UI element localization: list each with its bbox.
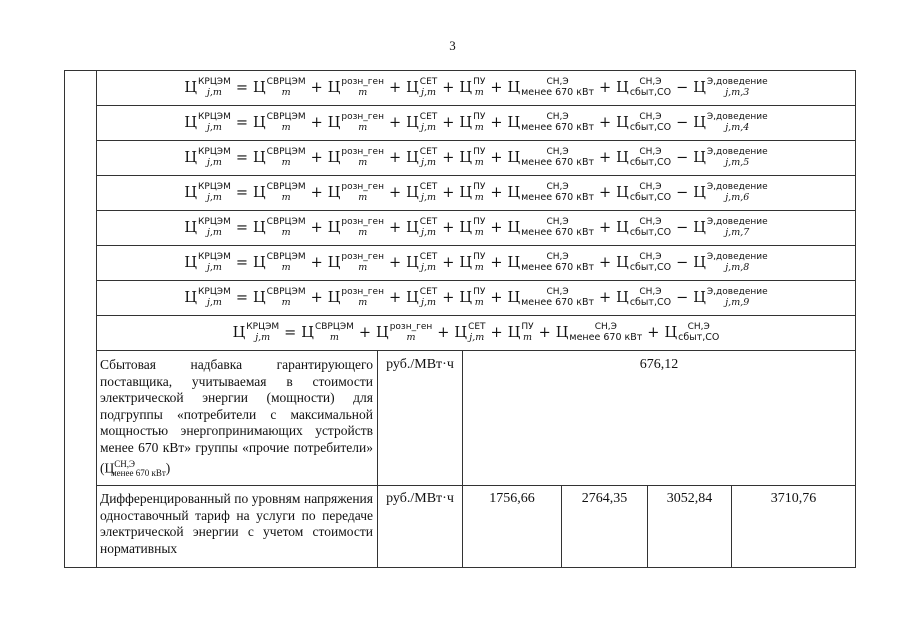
term-rozn-gen-sub: m [358,297,368,308]
term-rozn-gen [327,252,384,273]
term-dovedenie-symbol: Ц [693,79,706,96]
term-pu-sub: m [474,297,484,308]
term-set-sup: СЕТ [419,147,438,157]
term-rozn-gen-sub: m [406,332,416,343]
term-pu-sup: ПУ [473,217,486,227]
term-rozn-gen-symbol: Ц [376,324,389,341]
lhs-term-sup: КРЦЭМ [198,217,231,227]
term-dovedenie-symbol: Ц [693,114,706,131]
term-sn-670-sup: СН,Э [546,217,569,227]
diff-value-4: 3710,76 [770,491,817,506]
diff-value-2: 2764,35 [581,491,628,506]
term-set [406,112,438,133]
term-sbyt-co-sub: сбыт,СО [629,227,672,238]
term-svrcem-sup: СВРЦЭМ [266,182,306,192]
term-svrcem-sub: m [281,122,291,133]
term-sn-670-sub: менее 670 кВт [521,122,595,133]
term-pu [459,287,486,308]
term-sn-670 [507,252,595,273]
term-sbyt-co [616,112,672,133]
term-dovedenie [693,252,768,273]
lhs-term-sub: j,m [206,297,222,308]
term-sbyt-co-sub: сбыт,СО [629,157,672,168]
term-sbyt-co-symbol: Ц [616,79,629,96]
term-sn-670-sub: менее 670 кВт [569,332,643,343]
term-sn-670 [507,217,595,238]
term-sbyt-co-symbol: Ц [616,289,629,306]
term-svrcem-sub: m [281,192,291,203]
term-svrcem-sub: m [281,262,291,273]
term-pu-sup: ПУ [473,77,486,87]
term-set-sub: j,m [421,122,436,133]
term-sbyt-co-sub: сбыт,СО [678,332,720,343]
term-set [406,217,438,238]
term-pu-sup: ПУ [473,287,486,297]
term-sbyt-co-sup: СН,Э [639,77,662,87]
term-dovedenie-sub: j,m,6 [725,192,750,203]
term-svrcem-sub: m [281,87,291,98]
diff-unit: руб./МВт·ч [386,491,454,506]
term-sbyt-co [616,182,672,203]
formula-row: Ц КРЦЭМ j,m = Ц СВРЦЭМ m + Ц розн_ген m + Ц СЕТ j,m + Ц ПУ m + Ц СН,Э менее 670 кВт + Ц СН,Э сбыт,СО − Ц Э,доведение j,m,9 [184,287,768,308]
term-pu-sup: ПУ [473,147,486,157]
term-set [406,287,438,308]
term-sbyt-co-sup: СН,Э [639,252,662,262]
term-dovedenie-sub: j,m,7 [725,227,750,238]
lhs-term-symbol: Ц [184,149,197,166]
term-rozn-gen-symbol: Ц [327,184,341,201]
term-sbyt-co-sup: СН,Э [639,217,662,227]
lhs-term-sub: j,m [206,262,222,273]
term-pu-symbol: Ц [459,79,473,96]
term-dovedenie-sub: j,m,4 [725,122,750,133]
term-pu-sup: ПУ [473,182,486,192]
term-rozn-gen [327,77,384,98]
term-sn-670-sup: СН,Э [546,112,569,122]
term-rozn-gen [327,287,384,308]
term-sbyt-co-sup: СН,Э [639,112,662,122]
term-svrcem-sub: m [281,227,291,238]
term-rozn-gen-sub: m [358,262,368,273]
lhs-term-sup: КРЦЭМ [198,147,231,157]
term-rozn-gen [327,112,384,133]
term-sbyt-co [616,77,672,98]
term-pu-symbol: Ц [507,324,521,341]
page-number: 3 [449,38,456,53]
term-dovedenie [693,217,768,238]
lhs-term-sup: КРЦЭМ [198,252,231,262]
term-sbyt-co-symbol: Ц [616,254,629,271]
sbyt-sub: менее 670 кВт [110,468,166,479]
term-sn-670-symbol: Ц [507,149,521,166]
lhs-term-sub: j,m [255,332,271,343]
term-set-symbol: Ц [406,289,419,306]
term-pu-symbol: Ц [459,289,473,306]
term-set-symbol: Ц [406,254,419,271]
term-sn-670 [507,182,595,203]
term-set-symbol: Ц [454,324,468,341]
term-dovedenie-sub: j,m,9 [725,297,750,308]
term-set-sub: j,m [421,87,436,98]
formula-row: Ц КРЦЭМ j,m = Ц СВРЦЭМ m + Ц розн_ген m + Ц СЕТ j,m + Ц ПУ m + Ц СН,Э менее 670 кВт + Ц СН,Э сбыт,СО − Ц Э,доведение j,m,5 [184,147,768,168]
term-sn-670-sub: менее 670 кВт [521,227,595,238]
term-svrcem-sup: СВРЦЭМ [314,322,354,332]
term-dovedenie-sup: Э,доведение [706,182,768,192]
term-rozn-gen-sup: розн_ген [341,217,384,227]
lhs-term [184,252,231,273]
term-svrcem [253,147,306,168]
term-rozn-gen-sup: розн_ген [389,322,433,332]
term-sbyt-co-sub: сбыт,СО [629,87,672,98]
term-rozn-gen [327,217,384,238]
term-dovedenie [693,182,768,203]
term-svrcem [253,182,306,203]
lhs-term-sub: j,m [206,87,222,98]
sbyt-value: 676,12 [639,357,679,372]
term-sn-670 [507,287,595,308]
term-rozn-gen [376,322,433,343]
term-sbyt-co [616,287,672,308]
term-set-sup: СЕТ [419,252,438,262]
term-sbyt-co-sub: сбыт,СО [629,192,672,203]
term-sn-670-symbol: Ц [507,114,521,131]
term-dovedenie-sub: j,m,5 [725,157,750,168]
term-dovedenie [693,147,768,168]
diff-description: Дифференцированный по уровням напряжения одноставочный тариф на услуги по передаче электрической энергии с учетом стоимости нормативных [100,491,373,556]
term-sn-670-sub: менее 670 кВт [521,157,595,168]
term-pu-sup: ПУ [473,252,486,262]
term-sbyt-co-symbol: Ц [616,149,629,166]
lhs-term-sub: j,m [206,157,222,168]
term-sbyt-co [616,252,672,273]
lhs-term-sub: j,m [206,192,222,203]
term-rozn-gen-sub: m [358,122,368,133]
term-rozn-gen-sup: розн_ген [341,182,384,192]
lhs-term-sup: КРЦЭМ [198,77,231,87]
term-svrcem-sub: m [329,332,339,343]
lhs-term [184,112,231,133]
term-set [406,147,438,168]
term-svrcem-symbol: Ц [253,149,266,166]
lhs-term-symbol: Ц [184,219,197,236]
term-svrcem-sup: СВРЦЭМ [266,217,306,227]
term-dovedenie-sup: Э,доведение [706,252,768,262]
term-pu-sub: m [474,227,484,238]
sbyt-symbol: Ц [104,460,115,476]
lhs-term [232,322,280,343]
lhs-term-sub: j,m [206,227,222,238]
term-svrcem [253,77,306,98]
term-svrcem-symbol: Ц [253,289,266,306]
lhs-term-symbol: Ц [184,289,197,306]
term-pu [459,77,486,98]
term-sbyt-co-symbol: Ц [616,114,629,131]
term-svrcem-sub: m [281,297,291,308]
term-sn-670-sub: менее 670 кВт [521,192,595,203]
term-rozn-gen [327,147,384,168]
term-set-symbol: Ц [406,79,419,96]
term-set-sup: СЕТ [419,217,438,227]
term-svrcem-sup: СВРЦЭМ [266,77,306,87]
term-dovedenie-sup: Э,доведение [706,217,768,227]
term-pu [459,252,486,273]
term-set-sup: СЕТ [419,182,438,192]
term-pu-symbol: Ц [459,149,473,166]
term-rozn-gen-symbol: Ц [327,79,341,96]
lhs-term [184,217,231,238]
term-dovedenie [693,112,768,133]
term-sn-670 [555,322,643,343]
term-sbyt-co [664,322,720,343]
term-svrcem-sup: СВРЦЭМ [266,252,306,262]
term-svrcem-sup: СВРЦЭМ [266,112,306,122]
term-sbyt-co-sup: СН,Э [639,147,662,157]
lhs-term-symbol: Ц [184,184,197,201]
term-set-sup: СЕТ [468,322,486,332]
sbyt-unit: руб./МВт·ч [386,357,454,372]
term-sbyt-co [616,217,672,238]
term-dovedenie-symbol: Ц [693,254,706,271]
term-set-sub: j,m [421,192,436,203]
term-sn-670-sup: СН,Э [546,182,569,192]
term-pu [459,112,486,133]
term-sn-670-sup: СН,Э [546,147,569,157]
term-sbyt-co-sup: СН,Э [639,287,662,297]
term-sn-670-sup: СН,Э [594,322,617,332]
term-svrcem-symbol: Ц [253,219,266,236]
term-set-symbol: Ц [406,219,419,236]
sbyt-description-text: Сбытовая надбавка гарантирующего поставщика, учитываемая в стоимости электрической энергии (мощности) для подгруппы «потребители с максимальной мощностью энергопринимающих устройств менее 670 кВт» группы «прочие потребители» ( [100,357,373,476]
term-sn-670-symbol: Ц [507,184,521,201]
term-rozn-gen-symbol: Ц [327,219,341,236]
diff-value-1: 1756,66 [489,491,535,506]
term-rozn-gen-sup: розн_ген [341,287,384,297]
lhs-term-symbol: Ц [184,79,197,96]
term-pu-sub: m [474,87,484,98]
term-set-sub: j,m [469,332,485,343]
term-dovedenie-sup: Э,доведение [706,287,768,297]
sbyt-description [100,357,373,482]
sbyt-sup: СН,Э [114,459,135,469]
term-pu-symbol: Ц [459,114,473,131]
term-sn-670-sub: менее 670 кВт [521,87,595,98]
lhs-term-sup: КРЦЭМ [198,112,231,122]
formula-row: Ц КРЦЭМ j,m = Ц СВРЦЭМ m + Ц розн_ген m + Ц СЕТ j,m + Ц ПУ m + Ц СН,Э менее 670 кВт + Ц СН,Э сбыт,СО − Ц Э,доведение j,m,8 [184,252,768,273]
term-rozn-gen-sup: розн_ген [341,77,384,87]
term-pu-sup: ПУ [521,322,534,332]
term-sbyt-co-sub: сбыт,СО [629,122,672,133]
term-sbyt-co-symbol: Ц [664,324,678,341]
term-pu-symbol: Ц [459,219,473,236]
term-svrcem-sup: СВРЦЭМ [266,147,306,157]
term-pu-symbol: Ц [459,254,473,271]
lhs-term [184,287,231,308]
term-sbyt-co-sup: СН,Э [687,322,710,332]
term-dovedenie-symbol: Ц [693,149,706,166]
term-svrcem [253,252,306,273]
term-svrcem-symbol: Ц [253,114,266,131]
term-set-symbol: Ц [406,184,419,201]
term-set [454,322,486,343]
term-rozn-gen-sub: m [358,192,368,203]
lhs-term-sup: КРЦЭМ [198,182,231,192]
lhs-term-sup: КРЦЭМ [198,287,231,297]
term-pu [459,182,486,203]
formula-row: Ц КРЦЭМ j,m = Ц СВРЦЭМ m + Ц розн_ген m + Ц СЕТ j,m + Ц ПУ m + Ц СН,Э менее 670 кВт + Ц СН,Э сбыт,СО − Ц Э,доведение j,m,6 [184,182,768,203]
formula-row: Ц КРЦЭМ j,m = Ц СВРЦЭМ m + Ц розн_ген m + Ц СЕТ j,m + Ц ПУ m + Ц СН,Э менее 670 кВт + Ц СН,Э сбыт,СО − Ц Э,доведение j,m,4 [184,112,768,133]
term-sbyt-co-symbol: Ц [616,219,629,236]
term-svrcem-symbol: Ц [253,79,266,96]
sbyt-close-paren: ) [165,460,171,476]
term-svrcem [253,112,306,133]
lhs-term-symbol: Ц [232,324,246,341]
term-pu-sub: m [474,122,484,133]
term-dovedenie-sub: j,m,3 [725,87,750,98]
term-pu-sub: m [474,157,484,168]
term-rozn-gen-sup: розн_ген [341,252,384,262]
term-sn-670 [507,112,595,133]
term-sn-670-symbol: Ц [507,254,521,271]
term-pu-sup: ПУ [473,112,486,122]
term-dovedenie-symbol: Ц [693,289,706,306]
term-svrcem-symbol: Ц [253,254,266,271]
term-dovedenie-sub: j,m,8 [725,262,750,273]
term-set-sub: j,m [421,227,436,238]
term-rozn-gen-sub: m [358,87,368,98]
lhs-term [184,147,231,168]
term-svrcem-sup: СВРЦЭМ [266,287,306,297]
term-dovedenie-symbol: Ц [693,219,706,236]
lhs-term-sup: КРЦЭМ [246,322,280,332]
term-rozn-gen-symbol: Ц [327,114,341,131]
diff-value-3: 3052,84 [666,491,713,506]
term-sn-670-symbol: Ц [507,289,521,306]
term-sbyt-co [616,147,672,168]
term-set [406,77,438,98]
term-sn-670-symbol: Ц [555,324,569,341]
term-sn-670-sub: менее 670 кВт [521,262,595,273]
lhs-term [184,77,231,98]
term-set-sub: j,m [421,262,436,273]
term-set-symbol: Ц [406,149,419,166]
term-sn-670-sup: СН,Э [546,77,569,87]
term-set [406,182,438,203]
term-rozn-gen-sub: m [358,157,368,168]
term-set-symbol: Ц [406,114,419,131]
lhs-term-symbol: Ц [184,254,197,271]
term-pu [459,217,486,238]
term-pu-symbol: Ц [459,184,473,201]
term-sn-670-sub: менее 670 кВт [521,297,595,308]
term-dovedenie [693,287,768,308]
term-rozn-gen-sup: розн_ген [341,147,384,157]
term-rozn-gen-sup: розн_ген [341,112,384,122]
term-sn-670 [507,147,595,168]
lhs-term-symbol: Ц [184,114,197,131]
lhs-term-sub: j,m [206,122,222,133]
term-sn-670-symbol: Ц [507,79,521,96]
term-rozn-gen-sub: m [358,227,368,238]
term-set-sup: СЕТ [419,287,438,297]
term-pu [459,147,486,168]
term-rozn-gen-symbol: Ц [327,149,341,166]
term-sbyt-co-sup: СН,Э [639,182,662,192]
lhs-term [184,182,231,203]
term-dovedenie-sup: Э,доведение [706,77,768,87]
term-sn-670-sup: СН,Э [546,252,569,262]
formula-row: Ц КРЦЭМ j,m = Ц СВРЦЭМ m + Ц розн_ген m + Ц СЕТ j,m + Ц ПУ m + Ц СН,Э менее 670 кВт + Ц СН,Э сбыт,СО − Ц Э,доведение j,m,3 [184,77,768,98]
term-sbyt-co-sub: сбыт,СО [629,297,672,308]
term-dovedenie-sup: Э,доведение [706,112,768,122]
term-pu-sub: m [522,332,532,343]
term-svrcem [301,322,354,343]
formula-row: Ц КРЦЭМ j,m = Ц СВРЦЭМ m + Ц розн_ген m + Ц СЕТ j,m + Ц ПУ m + Ц СН,Э менее 670 кВт + Ц СН,Э сбыт,СО − Ц Э,доведение j,m,7 [184,217,768,238]
term-rozn-gen [327,182,384,203]
term-svrcem-sub: m [281,157,291,168]
term-sn-670-symbol: Ц [507,219,521,236]
term-pu-sub: m [474,192,484,203]
term-pu [507,322,534,343]
term-rozn-gen-symbol: Ц [327,289,341,306]
term-svrcem-symbol: Ц [253,184,266,201]
term-svrcem [253,217,306,238]
term-sbyt-co-symbol: Ц [616,184,629,201]
term-dovedenie [693,77,768,98]
term-rozn-gen-symbol: Ц [327,254,341,271]
term-set-sub: j,m [421,297,436,308]
term-set [406,252,438,273]
term-sn-670-sup: СН,Э [546,287,569,297]
term-pu-sub: m [474,262,484,273]
term-set-sup: СЕТ [419,112,438,122]
final-formula: Ц КРЦЭМ j,m = Ц СВРЦЭМ m + Ц розн_ген m + Ц СЕТ j,m + Ц ПУ m + Ц СН,Э менее 670 кВт + Ц СН,Э сбыт,СО [232,322,720,343]
term-dovedenie-symbol: Ц [693,184,706,201]
term-set-sub: j,m [421,157,436,168]
term-svrcem-symbol: Ц [301,324,314,341]
term-svrcem [253,287,306,308]
term-sn-670 [507,77,595,98]
term-set-sup: СЕТ [419,77,438,87]
term-sbyt-co-sub: сбыт,СО [629,262,672,273]
term-dovedenie-sup: Э,доведение [706,147,768,157]
